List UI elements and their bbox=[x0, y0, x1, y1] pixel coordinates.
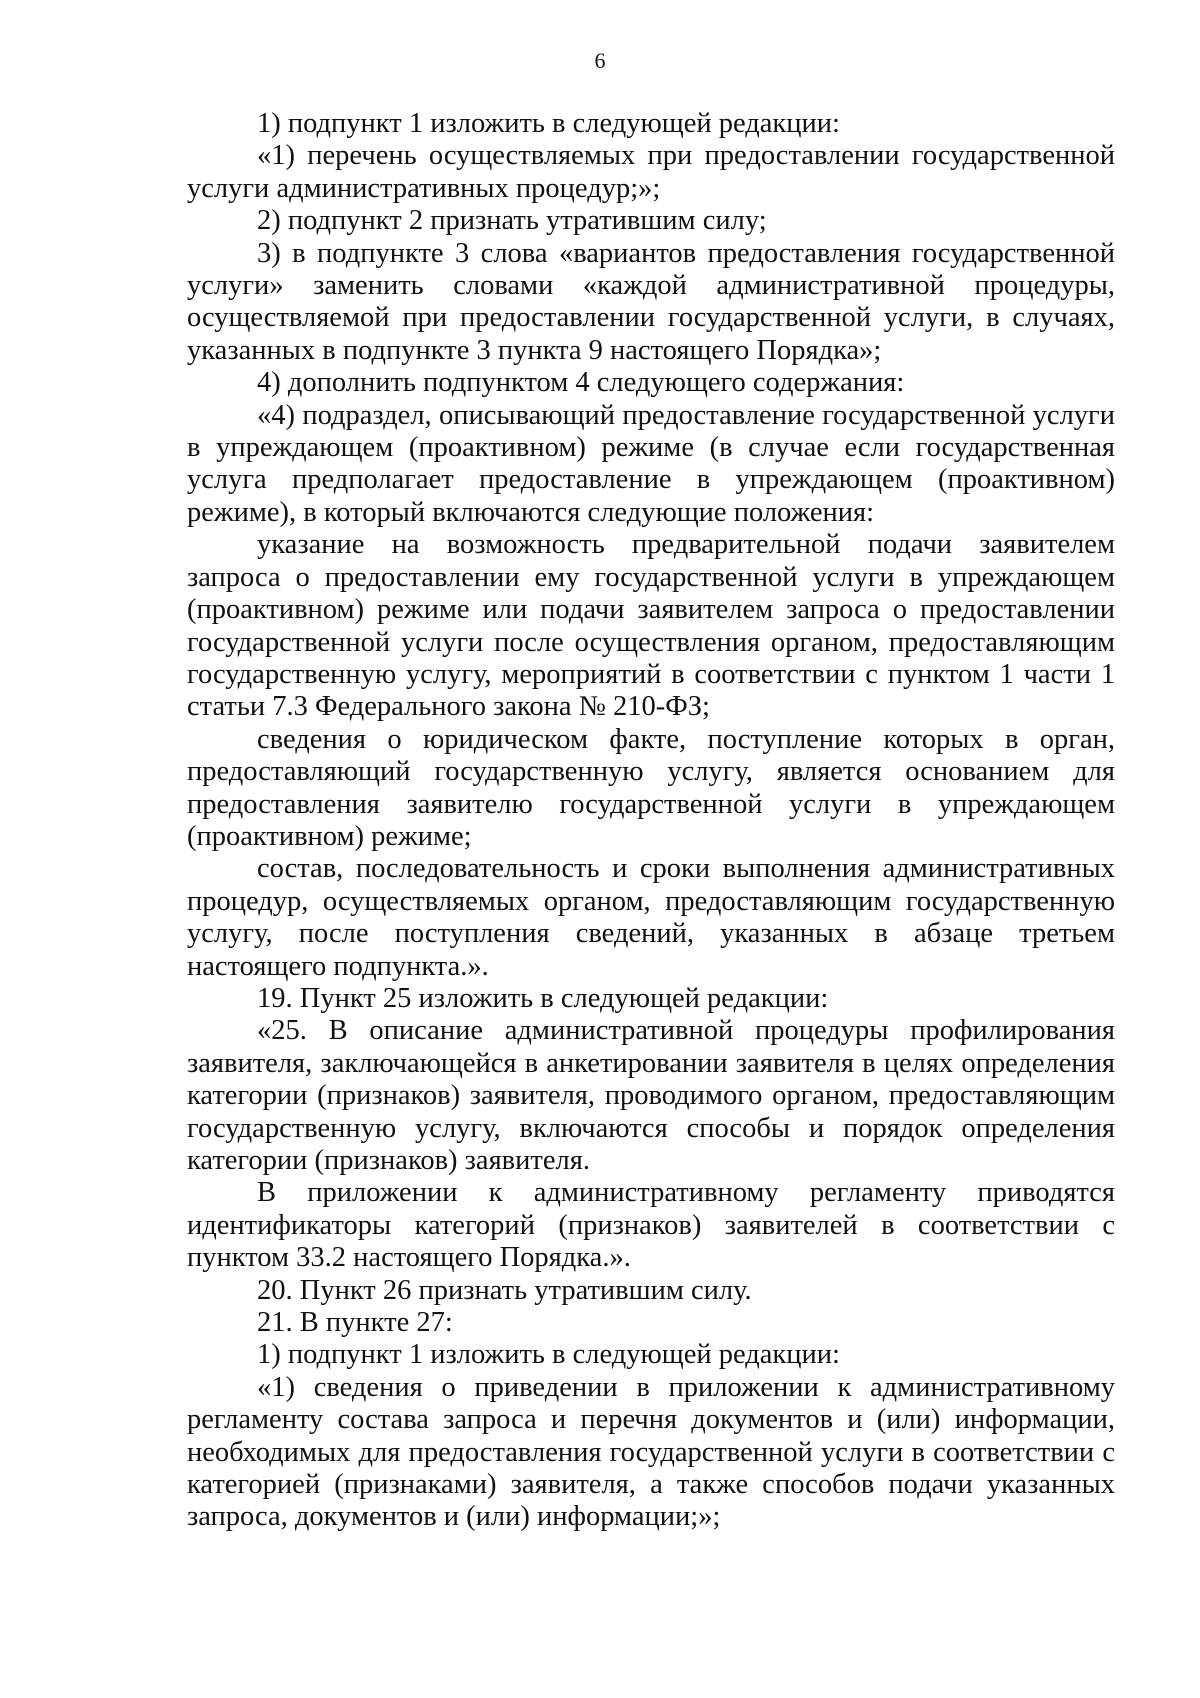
paragraph: 21. В пункте 27: bbox=[257, 1307, 453, 1339]
paragraph: 3) в подпункте 3 слова «вариантов предоставления государственной услуги» заменить словами «каждой административной процедуры, осуществляемой при предоставлении государственной услуги, в случаях, указанных в подпункте 3 пункта 9 настоящего Порядка»; bbox=[187, 237, 1115, 366]
paragraph: указание на возможность предварительной подачи заявителем запроса о предоставлении ему государственной услуги в упреждающем (проактивном) режиме или подачи заявителем запроса о предоставлении государственной услуги после осуществления органом, предоставляющим государственную услугу, мероприятий в соответствии с пунктом 1 части 1 статьи 7.3 Федерального закона № 210-ФЗ; bbox=[187, 529, 1115, 723]
paragraph: «1) сведения о приведении в приложении к административному регламенту состава запроса и перечня документов и (или) информации, необходимых для предоставления государственной услуги в соответствии с категорией (признаками) заявителя, а также способов подачи указанных запроса, документов и (или) информации;»; bbox=[187, 1371, 1115, 1533]
paragraph: «1) перечень осуществляемых при предоставлении государственной услуги административных процедур;»; bbox=[187, 140, 1115, 204]
paragraph: «25. В описание административной процедуры профилирования заявителя, заключающейся в анкетировании заявителя в целях определения категории (признаков) заявителя, проводимого органом, предоставляющим государственную услугу, включаются способы и порядок определения категории (признаков) заявителя. bbox=[187, 1015, 1115, 1176]
paragraph: 1) подпункт 1 изложить в следующей редакции: bbox=[257, 108, 840, 139]
paragraph: 20. Пункт 26 признать утратившим силу. bbox=[257, 1274, 752, 1306]
paragraph: 1) подпункт 1 изложить в следующей редакции: bbox=[257, 1339, 840, 1371]
document-body bbox=[187, 108, 1115, 1534]
paragraph: В приложении к административному регламенту приводятся идентификаторы категорий (признаков) заявителей в соответствии с пунктом 33.2 настоящего Порядка.». bbox=[187, 1177, 1115, 1274]
paragraph: сведения о юридическом факте, поступление которых в орган, предоставляющий государственную услугу, является основанием для предоставления заявителю государственной услуги в упреждающем (проактивном) режиме; bbox=[187, 723, 1115, 852]
paragraph: 2) подпункт 2 признать утратившим силу; bbox=[257, 205, 767, 237]
paragraph: состав, последовательность и сроки выполнения административных процедур, осуществляемых органом, предоставляющим государственную услугу, после поступления сведений, указанных в абзаце третьем настоящего подпункта.». bbox=[187, 853, 1115, 982]
paragraph: 19. Пункт 25 изложить в следующей редакции: bbox=[257, 982, 829, 1014]
paragraph: 4) дополнить подпунктом 4 следующего содержания: bbox=[257, 367, 905, 399]
page-number: 6 bbox=[594, 48, 606, 73]
paragraph: «4) подраздел, описывающий предоставление государственной услуги в упреждающем (проактивном) режиме (в случае если государственная услуга предполагает предоставление в упреждающем (проактивном) режиме), в который включаются следующие положения: bbox=[187, 399, 1115, 528]
